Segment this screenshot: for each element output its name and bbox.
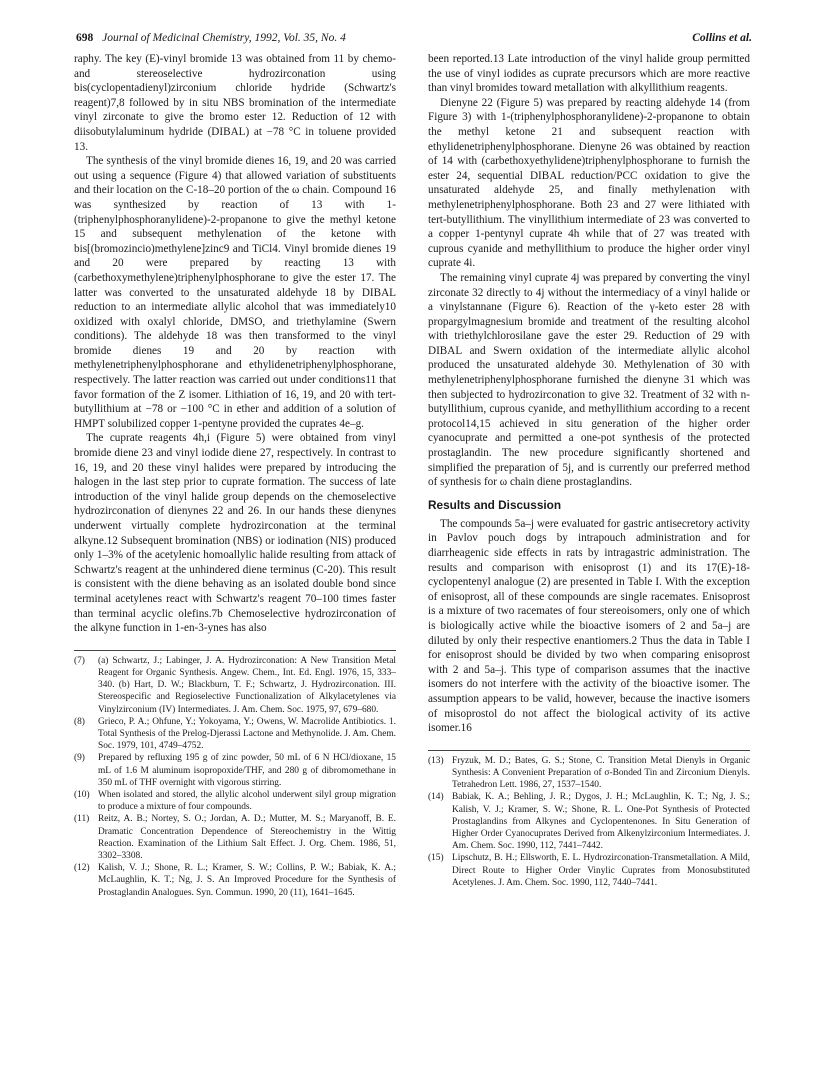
reference-number: (15) <box>428 853 444 864</box>
journal-citation: Journal of Medicinal Chemistry, 1992, Vol. 35, No. 4 <box>102 32 346 44</box>
paragraph: The remaining vinyl cuprate 4j was prepared by converting the vinyl zirconate 32 directly to 4j without the intermediacy of a vinyl halide or a vinylstannane (Figure 6). Reaction of the γ-keto ester 28 with propargylmagnesium bromide and treatment of the resulting alcohol with triethylchlorosilane gave the ester 29. Reduction of 29 with DIBAL and Swern oxidation of the intermediate allylic alcohol produced the unsaturated aldehyde 30. Methylenation of 30 with methylenetriphenylphosphorane furnished the dienyne 31 which was then subjected to hydrozirconation to give 32. Treatment of 32 with n-butyllithium, cuprous cyanide, and methyllithium according to a recent protocol14,15 achieved in situ generation of the higher order cyanocuprate and permitted a one-pot synthesis of the protected prostaglandin. The new procedure significantly shortened and simplified the preparation of 5j, and is currently our preferred method of synthesis for ω chain diene prostaglandins. <box>428 271 750 489</box>
running-author: Collins et al. <box>692 32 752 44</box>
footnote-divider <box>74 650 396 651</box>
reference-item <box>74 862 396 899</box>
reference-number: (14) <box>428 792 444 803</box>
reference-number: (7) <box>74 655 85 666</box>
reference-number: (10) <box>74 789 90 800</box>
left-references <box>74 655 396 899</box>
paragraph: The compounds 5a–j were evaluated for gastric antisecretory activity in Pavlov pouch dogs by intrapouch administration and for diarrheagenic side effects in rats by intragastric administration. The results and comparison with enisoprost (1) and its 17(E)-18-cyclopentenyl analogue (2) are presented in Table I. With the exception of enisoprost, all of these compounds are single racemates. Enisoprost is a mixture of two racemates of four stereoisomers, only one of which is biologically active while the bioactive isomers of 2 and 5a–j are diluted by only their respective enantiomers.2 Thus the data in Table I for enisoprost should be divided by two when comparing enisoprost with 2 and 5a–j. This type of comparison assumes that the inactive isomers do not interfere with the activity of the bioactive isomer. The assumption appears to be valid, however, because the inactive isomers of misoprostol do not affect the biological activity of its active isomer.16 <box>428 517 750 735</box>
reference-item <box>74 789 396 813</box>
reference-item <box>74 752 396 789</box>
paragraph: Dienyne 22 (Figure 5) was prepared by reacting aldehyde 14 (from Figure 3) with 1-(triphenylphosphoranylidene)-2-propanone to obtain the methyl ketone 21 and subsequent reaction with ethylidenetriphenylphosphorane. Dienyne 26 was obtained by reaction of 14 with (carbethoxyethylidene)triphenylphosphorane to furnish the ester 24, sequential DIBAL reduction/PCC oxidation to give the unsaturated aldehyde 25, and finally methylenation with methylenetriphenylphosphorane. Both 23 and 27 were lithiated with tert-butyllithium. The vinyllithium intermediate of 23 was converted to a copper 1-pentynyl cuprate 4h while that of 27 was treated with cuprous cyanide and methyllithium to produce the higher order vinyl cuprate 4i. <box>428 96 750 270</box>
right-references <box>428 755 750 889</box>
reference-text: Kalish, V. J.; Shone, R. L.; Kramer, S. W.; Collins, P. W.; Babiak, K. A.; McLaughlin, K. T.; Ng, J. S. An Improved Procedure for the Synthesis of Prostaglandin Analogues. Syn. Commun. 1990, 20 (11), 1641–1645. <box>98 863 396 898</box>
reference-item <box>74 655 396 716</box>
left-column <box>74 52 396 899</box>
paragraph: The synthesis of the vinyl bromide dienes 16, 19, and 20 was carried out using a sequence (Figure 4) that allowed variation of substituents and their location on the C-18–20 portion of the ω chain. Compound 16 was synthesized by reaction of 13 with 1-(triphenylphosphoranylidene)-2-propanone to give the methyl ketone 15 and subsequent methylenation of the ketone with bis[(bromozincio)methylene]zinc9 and TiCl4. Vinyl bromide dienes 19 and 20 were prepared by reacting 13 with (carbethoxymethylene)triphenylphosphorane to give the ester 17. The latter was converted to the unsaturated aldehyde 18 by DIBAL reduction to an intermediate allylic alcohol that was immediately10 oxidized with oxalyl chloride, DMSO, and triethylamine (Swern conditions). The aldehyde 18 was then transformed to the vinyl bromide dienes 19 and 20 by reaction with methylenetriphenylphosphorane and ethylidenetriphenylphosphorane, respectively. The latter reaction was carried out under conditions11 that favor formation of the Z isomer. Lithiation of 16, 19, and 20 with tert-butyllithium at −78 or −100 °C in ether and addition of a solution of HMPT solubilized copper 1-pentyne provided the cuprates 4e–g. <box>74 155 396 430</box>
section-heading: Results and Discussion <box>428 497 562 512</box>
page-header <box>76 32 752 48</box>
reference-text: Reitz, A. B.; Nortey, S. O.; Jordan, A. D.; Mutter, M. S.; Maryanoff, B. E. Dramatic Concentration Dependence of Stereochemistry in the Wittig Reaction. Examination of the Lithium Salt Effect. J. Org. Chem. 1986, 51, 3302–3308. <box>98 814 396 861</box>
reference-text: Babiak, K. A.; Behling, J. R.; Dygos, J. H.; McLaughlin, K. T.; Ng, J. S.; Kalish, V. J.; Kramer, S. W.; Shone, R. L. One-Pot Synthesis of Protected Prostaglandins from Alkynes and Cyclopentenones. In Situ Generation of Higher Order Cyanocuprates Derived from Alkenylzirconium Intermediates. J. Am. Chem. Soc. 1990, 112, 7441–7442. <box>452 792 750 852</box>
paragraph: The cuprate reagents 4h,i (Figure 5) were obtained from vinyl bromide diene 23 and vinyl iodide diene 27, respectively. In contrast to 16, 19, and 20 these vinyl halides were prepared by introducing the halogen in the last step prior to cuprate formation. The success of late introduction of the vinyl halide group depends on the chemoselective hydrozirconation of dienynes 22 and 26. In our hands these dienynes underwent virtually complete hydrozirconation at the terminal alkyne.12 Subsequent bromination (NBS) or iodination (NIS) produced only 1–3% of the acetylenic homoallylic halide resulting from attack of Schwartz's reagent at the unhindered diene terminus (C-20). This result is consistent with the diene behaving as an isolated double bond since terminal acetylenes react with Schwartz's reagent 70–100 times faster than terminal acyclic olefins.7b Chemoselective hydrozirconation of the alkyne function in 1-en-3-ynes has also <box>74 432 396 635</box>
reference-item <box>74 716 396 753</box>
footnote-divider <box>428 750 750 751</box>
reference-text: When isolated and stored, the allylic alcohol underwent silyl group migration to produce a mixture of four compounds. <box>98 789 396 813</box>
left-body-text <box>74 52 396 636</box>
reference-item <box>428 755 750 792</box>
paragraph: raphy. The key (E)-vinyl bromide 13 was obtained from 11 by chemo- and stereoselective hydrozirconation using bis(cyclopentadienyl)zirconium chloride hydride (Schwartz's reagent)7,8 followed by in situ NBS bromination of the intermediate vinyl zirconate to give the bromo ester 12. Reduction of 12 with diisobutylaluminum hydride (DIBAL) at −78 °C in toluene provided 13. <box>74 53 396 153</box>
paragraph: been reported.13 Late introduction of the vinyl halide group permitted the use of vinyl iodides as cuprate precursors which are more reactive than vinyl bromides toward metallation with alkyllithium reagents. <box>428 53 750 95</box>
reference-number: (9) <box>74 753 85 764</box>
reference-number: (11) <box>74 814 90 825</box>
reference-item <box>74 813 396 862</box>
reference-text: Lipschutz, B. H.; Ellsworth, E. L. Hydrozirconation-Transmetallation. A Mild, Direct Route to Higher Order Vinylic Cuprates from Monosubstituted Acetylenes. J. Am. Chem. Soc. 1990, 112, 7440–7441. <box>452 853 750 888</box>
reference-text: Grieco, P. A.; Ohfune, Y.; Yokoyama, Y.; Owens, W. Macrolide Antibiotics. 1. Total Synthesis of the Prelog-Djerassi Lactone and Methynolide. J. Am. Chem. Soc. 1979, 101, 4749–4752. <box>98 716 396 752</box>
reference-text: (a) Schwartz, J.; Labinger, J. A. Hydrozirconation: A New Transition Metal Reagent for Organic Synthesis. Angew. Chem., Int. Ed. Engl. 1976, 15, 333–340. (b) Hart, D. W.; Blackburn, T. F.; Schwartz, J. Hydrozirconation. III. Stereospecific and Regioselective Functionalization of Alkylacetylenes via Vinylzirconium (IV) Intermediates. J. Am. Chem. Soc. 1975, 97, 679–680. <box>98 655 396 715</box>
reference-number: (12) <box>74 863 90 874</box>
right-body-text <box>428 52 750 490</box>
reference-item <box>428 791 750 852</box>
page-number: 698 <box>76 32 94 44</box>
reference-number: (13) <box>428 755 444 766</box>
reference-item <box>428 852 750 889</box>
reference-text: Prepared by refluxing 195 g of zinc powder, 50 mL of 6 N HCl/dioxane, 15 mL of 1.6 M aluminum isopropoxide/THF, and 280 g of dibromomethane in 350 mL of THF overnight with vigorous stirring. <box>98 753 396 788</box>
results-body-text <box>428 517 750 736</box>
right-column <box>428 52 750 889</box>
reference-number: (8) <box>74 716 85 727</box>
reference-text: Fryzuk, M. D.; Bates, G. S.; Stone, C. Transition Metal Dienyls in Organic Synthesis: A Convenient Preparation of σ-Bonded Tin and Zirconium Dienyls. Tetrahedron Lett. 1986, 27, 1537–1540. <box>452 755 750 791</box>
